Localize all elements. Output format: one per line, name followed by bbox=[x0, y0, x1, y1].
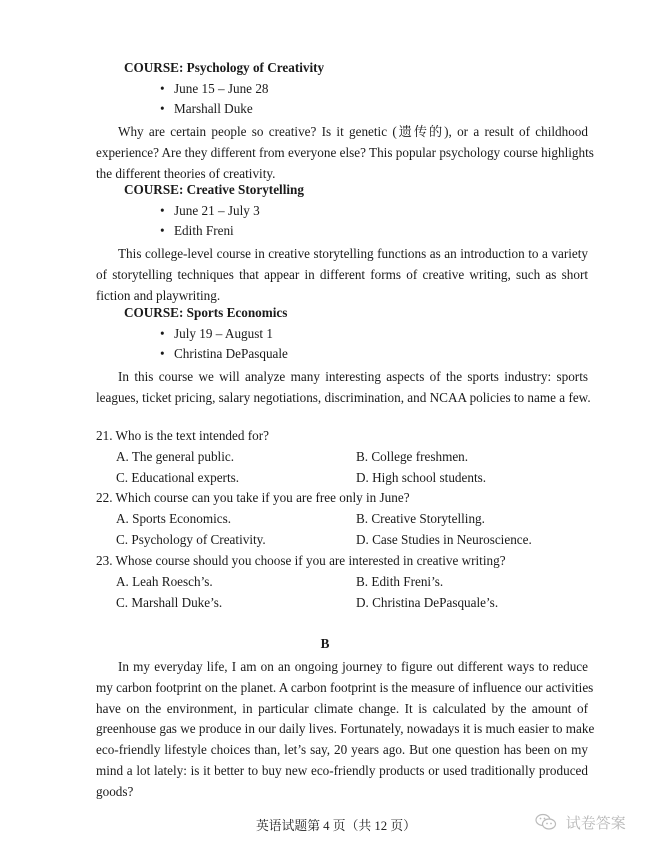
bullet-icon: • bbox=[160, 101, 165, 116]
course-description-sports-economics bbox=[96, 367, 591, 409]
course-heading-storytelling: COURSE: Creative Storytelling bbox=[124, 182, 304, 197]
question-23-option-c[interactable]: C. Marshall Duke’s. bbox=[116, 595, 223, 610]
question-22-option-c[interactable]: C. Psychology of Creativity. bbox=[116, 532, 266, 547]
description-line: fiction and playwriting. bbox=[96, 287, 221, 303]
course-heading-psychology: COURSE: Psychology of Creativity bbox=[124, 60, 325, 75]
paragraph-line: my carbon footprint on the planet. A carbon footprint is the measure of influence our activities bbox=[96, 679, 594, 695]
question-23-option-b[interactable]: B. Edith Freni’s. bbox=[356, 574, 444, 589]
course-instructor: Christina DePasquale bbox=[174, 346, 288, 361]
question-21-option-a[interactable]: A. The general public. bbox=[116, 449, 235, 464]
question-22-option-d[interactable]: D. Case Studies in Neuroscience. bbox=[356, 532, 532, 547]
course-dates: July 19 – August 1 bbox=[174, 326, 273, 341]
bullet-icon: • bbox=[160, 203, 165, 218]
bullet-icon: • bbox=[160, 223, 165, 238]
description-line: of storytelling techniques that appear in different forms of creative writing, such as short bbox=[96, 266, 588, 282]
section-b-label: B bbox=[320, 636, 330, 651]
course-instructor: Marshall Duke bbox=[174, 101, 253, 116]
paragraph-line: eco-friendly lifestyle choices than, let’s say, 20 years ago. But one question has been on my bbox=[96, 742, 588, 758]
description-line: In this course we will analyze many interesting aspects of the sports industry: sports bbox=[118, 369, 588, 384]
question-21-option-c[interactable]: C. Educational experts. bbox=[116, 470, 240, 485]
bullet-icon: • bbox=[160, 346, 165, 361]
description-line: This college-level course in creative storytelling functions as an introduction to a variety bbox=[118, 246, 588, 261]
bullet-icon: • bbox=[160, 326, 165, 341]
question-22-stem: 22. Which course can you take if you are free only in June? bbox=[96, 490, 410, 505]
paragraph-line: have on the environment, in particular climate change. It is calculated by the amount of bbox=[96, 700, 588, 716]
paragraph-line: greenhouse gas we produce in our daily lives. Fortunately, nowadays it is much easier to make bbox=[96, 721, 595, 737]
course-instructor: Edith Freni bbox=[174, 223, 234, 238]
description-line: the different theories of creativity. bbox=[96, 165, 276, 181]
question-21-option-b[interactable]: B. College freshmen. bbox=[356, 449, 469, 464]
course-description-storytelling bbox=[96, 244, 588, 306]
question-23-option-d[interactable]: D. Christina DePasquale’s. bbox=[356, 595, 499, 610]
paragraph-line: In my everyday life, I am on an ongoing journey to figure out different ways to reduce bbox=[118, 659, 588, 674]
description-line: experience? Are they different from everyone else? This popular psychology course highlights bbox=[96, 144, 594, 160]
watermark-text: 试卷答案 bbox=[565, 814, 626, 832]
bullet-icon: • bbox=[160, 81, 165, 96]
course-heading-sports-economics: COURSE: Sports Economics bbox=[124, 305, 288, 320]
paragraph-line: goods? bbox=[96, 783, 134, 799]
page-footer: 英语试题第 4 页（共 12 页） bbox=[256, 819, 416, 833]
course-dates: June 21 – July 3 bbox=[174, 203, 260, 218]
description-line: leagues, ticket pricing, salary negotiations, discrimination, and NCAA policies to name a few. bbox=[96, 389, 591, 405]
section-b-paragraph bbox=[96, 657, 595, 803]
question-21-stem: 21. Who is the text intended for? bbox=[96, 428, 269, 443]
paragraph-line: mind a lot lately: is it better to buy new eco-friendly products or used traditionally produced bbox=[96, 762, 588, 778]
description-line: Why are certain people so creative? Is it genetic (遗传的), or a result of childhood bbox=[118, 124, 588, 139]
question-21-option-d[interactable]: D. High school students. bbox=[356, 470, 487, 485]
question-23-option-a[interactable]: A. Leah Roesch’s. bbox=[116, 574, 213, 589]
question-22-option-a[interactable]: A. Sports Economics. bbox=[116, 511, 232, 526]
course-dates: June 15 – June 28 bbox=[174, 81, 269, 96]
course-description-psychology bbox=[96, 122, 594, 184]
watermark bbox=[535, 812, 626, 835]
question-23-stem: 23. Whose course should you choose if you are interested in creative writing? bbox=[96, 553, 506, 568]
wechat-icon bbox=[535, 813, 557, 835]
question-22-option-b[interactable]: B. Creative Storytelling. bbox=[356, 511, 485, 526]
